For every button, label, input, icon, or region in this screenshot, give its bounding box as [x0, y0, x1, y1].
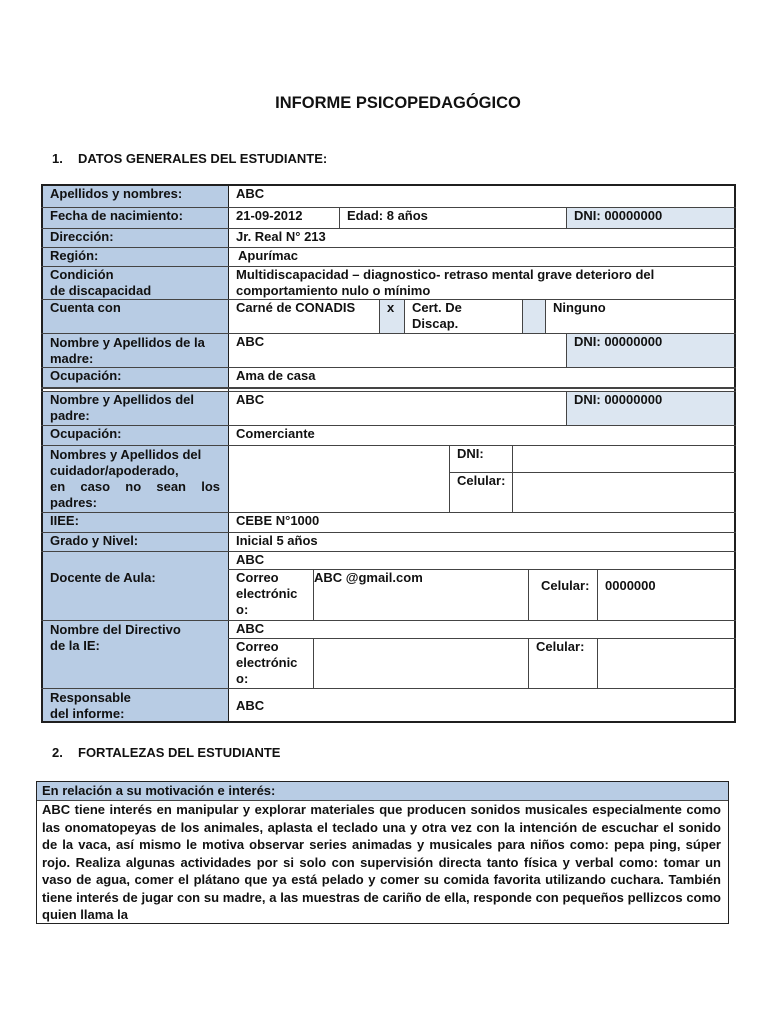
docente-celular-label: Celular: — [541, 578, 590, 593]
label-ocupacion-madre: Ocupación: — [43, 368, 228, 387]
table-border-top — [41, 184, 736, 186]
label-fecha: Fecha de nacimiento: — [43, 208, 228, 228]
col-line — [522, 299, 523, 333]
fecha-value: 21-09-2012 — [236, 208, 303, 223]
cuenta-cert-label: Cert. De Discap. — [412, 300, 462, 331]
row-line — [449, 472, 736, 473]
row-line — [41, 445, 736, 446]
padre-dni-cell: DNI: 00000000 — [567, 392, 735, 425]
label-cuenta: Cuenta con — [43, 300, 228, 333]
row-line — [41, 266, 736, 267]
col-line — [404, 299, 405, 333]
col-line — [313, 569, 314, 620]
row-line — [41, 228, 736, 229]
row-line — [228, 569, 736, 570]
table-border-left — [41, 184, 43, 723]
col-line — [597, 569, 598, 620]
docente-celular-value: 0000000 — [605, 578, 656, 593]
iiee-value: CEBE N°1000 — [236, 513, 320, 528]
row-line — [41, 207, 736, 208]
table-border-right — [734, 184, 736, 723]
row-line — [41, 247, 736, 248]
label-cuidador: Nombres y Apellidos del cuidador/apoderado, en caso no sean los padres: — [43, 446, 228, 512]
label-ocupacion-padre: Ocupación: — [43, 426, 228, 445]
responsable-value: ABC — [236, 698, 265, 713]
padre-value: ABC — [236, 392, 265, 407]
page-title: INFORME PSICOPEDAGÓGICO — [275, 94, 521, 112]
label-direccion: Dirección: — [43, 229, 228, 247]
label-directivo: Nombre del Directivo de la IE: — [43, 621, 228, 688]
row-line — [41, 299, 736, 300]
label-grado: Grado y Nivel: — [43, 533, 228, 551]
col-line — [339, 207, 340, 228]
conadis-checkbox[interactable]: x — [387, 300, 395, 315]
fortalezas-heading: En relación a su motivación e interés: — [37, 782, 728, 800]
section-2-title: FORTALEZAS DEL ESTUDIANTE — [78, 745, 281, 760]
section-1-title: DATOS GENERALES DEL ESTUDIANTE: — [78, 151, 328, 166]
directivo-correo-label: Correo electrónic o: — [236, 639, 298, 686]
row-line — [41, 532, 736, 533]
row-line — [41, 551, 736, 552]
row-line — [41, 333, 736, 334]
label-padre: Nombre y Apellidos del padre: — [43, 392, 228, 425]
directivo-celular-label: Celular: — [536, 639, 585, 654]
row-line — [41, 620, 736, 621]
col-line — [512, 445, 513, 512]
col-line — [528, 638, 529, 688]
label-apellidos: Apellidos y nombres: — [43, 186, 228, 207]
col-line — [528, 569, 529, 620]
col-line — [379, 299, 380, 333]
col-line — [545, 299, 546, 333]
col-line — [313, 638, 314, 688]
row-line — [41, 425, 736, 426]
ocupacion-padre-value: Comerciante — [236, 426, 315, 441]
madre-dni-cell: DNI: 00000000 — [567, 334, 735, 367]
docente-email: ABC @gmail.com — [314, 570, 423, 585]
directivo-name: ABC — [236, 621, 265, 636]
section-2-number: 2. — [52, 745, 63, 760]
label-responsable: Responsable del informe: — [43, 689, 228, 722]
cuidador-dni-label: DNI: — [457, 446, 484, 461]
apellidos-value: ABC — [236, 186, 265, 201]
col-line — [449, 445, 450, 512]
row-line — [41, 387, 736, 389]
label-madre: Nombre y Apellidos de la madre: — [43, 334, 228, 367]
edad-value: Edad: 8 años — [347, 208, 428, 223]
fecha-dni-cell: DNI: 00000000 — [567, 208, 735, 228]
label-iiee: IIEE: — [43, 513, 228, 532]
cuenta-ninguno-label: Ninguno — [553, 300, 606, 315]
row-line — [41, 367, 736, 368]
madre-value: ABC — [236, 334, 265, 349]
table-border-bottom — [41, 721, 736, 723]
col-line — [566, 391, 567, 425]
cuenta-conadis-label: Carné de CONADIS — [236, 300, 356, 315]
label-docente: Docente de Aula: — [43, 552, 228, 620]
ocupacion-madre-value: Ama de casa — [236, 368, 316, 383]
row-line — [41, 688, 736, 689]
row-line — [228, 638, 736, 639]
condicion-value: Multidiscapacidad – diagnostico- retraso mental grave deterioro del comportamiento nulo o mínimo — [236, 267, 655, 298]
direccion-value: Jr. Real N° 213 — [236, 229, 326, 244]
grado-value: Inicial 5 años — [236, 533, 318, 548]
section-1-number: 1. — [52, 151, 63, 166]
region-value: Apurímac — [238, 248, 298, 263]
col-line — [597, 638, 598, 688]
table-column-divider — [228, 184, 229, 723]
label-condicion: Condición de discapacidad — [43, 267, 228, 299]
docente-name: ABC — [236, 552, 265, 567]
fortalezas-text: ABC tiene interés en manipular y explorar materiales que producen sonidos musicales especialmente como las onomatopeyas de los animales, aplasta el teclado una y otra vez con la intención de escuchar el sonido de la vaca, así mismo le motiva observar series animadas y musicales para niños como: pepa ping, súper rojo. Realiza algunas actividades por si solo con supervisión directa tanto física y verbal como: tomar un vaso de agua, comer el plátano que ya está pelado y comer su comida favorita utilizando cuchara. También tiene interés de jugar con su madre, a las muestras de cariño de ella, responde con pequeños pellizcos como quien llama la — [42, 802, 721, 922]
label-region: Región: — [43, 248, 228, 266]
col-line — [566, 207, 567, 228]
cuidador-celular-label: Celular: — [457, 473, 506, 488]
cert-checkbox[interactable] — [523, 300, 545, 333]
row-line — [41, 512, 736, 513]
col-line — [566, 333, 567, 367]
row-line — [41, 391, 736, 392]
docente-correo-label: Correo electrónic o: — [236, 570, 298, 617]
